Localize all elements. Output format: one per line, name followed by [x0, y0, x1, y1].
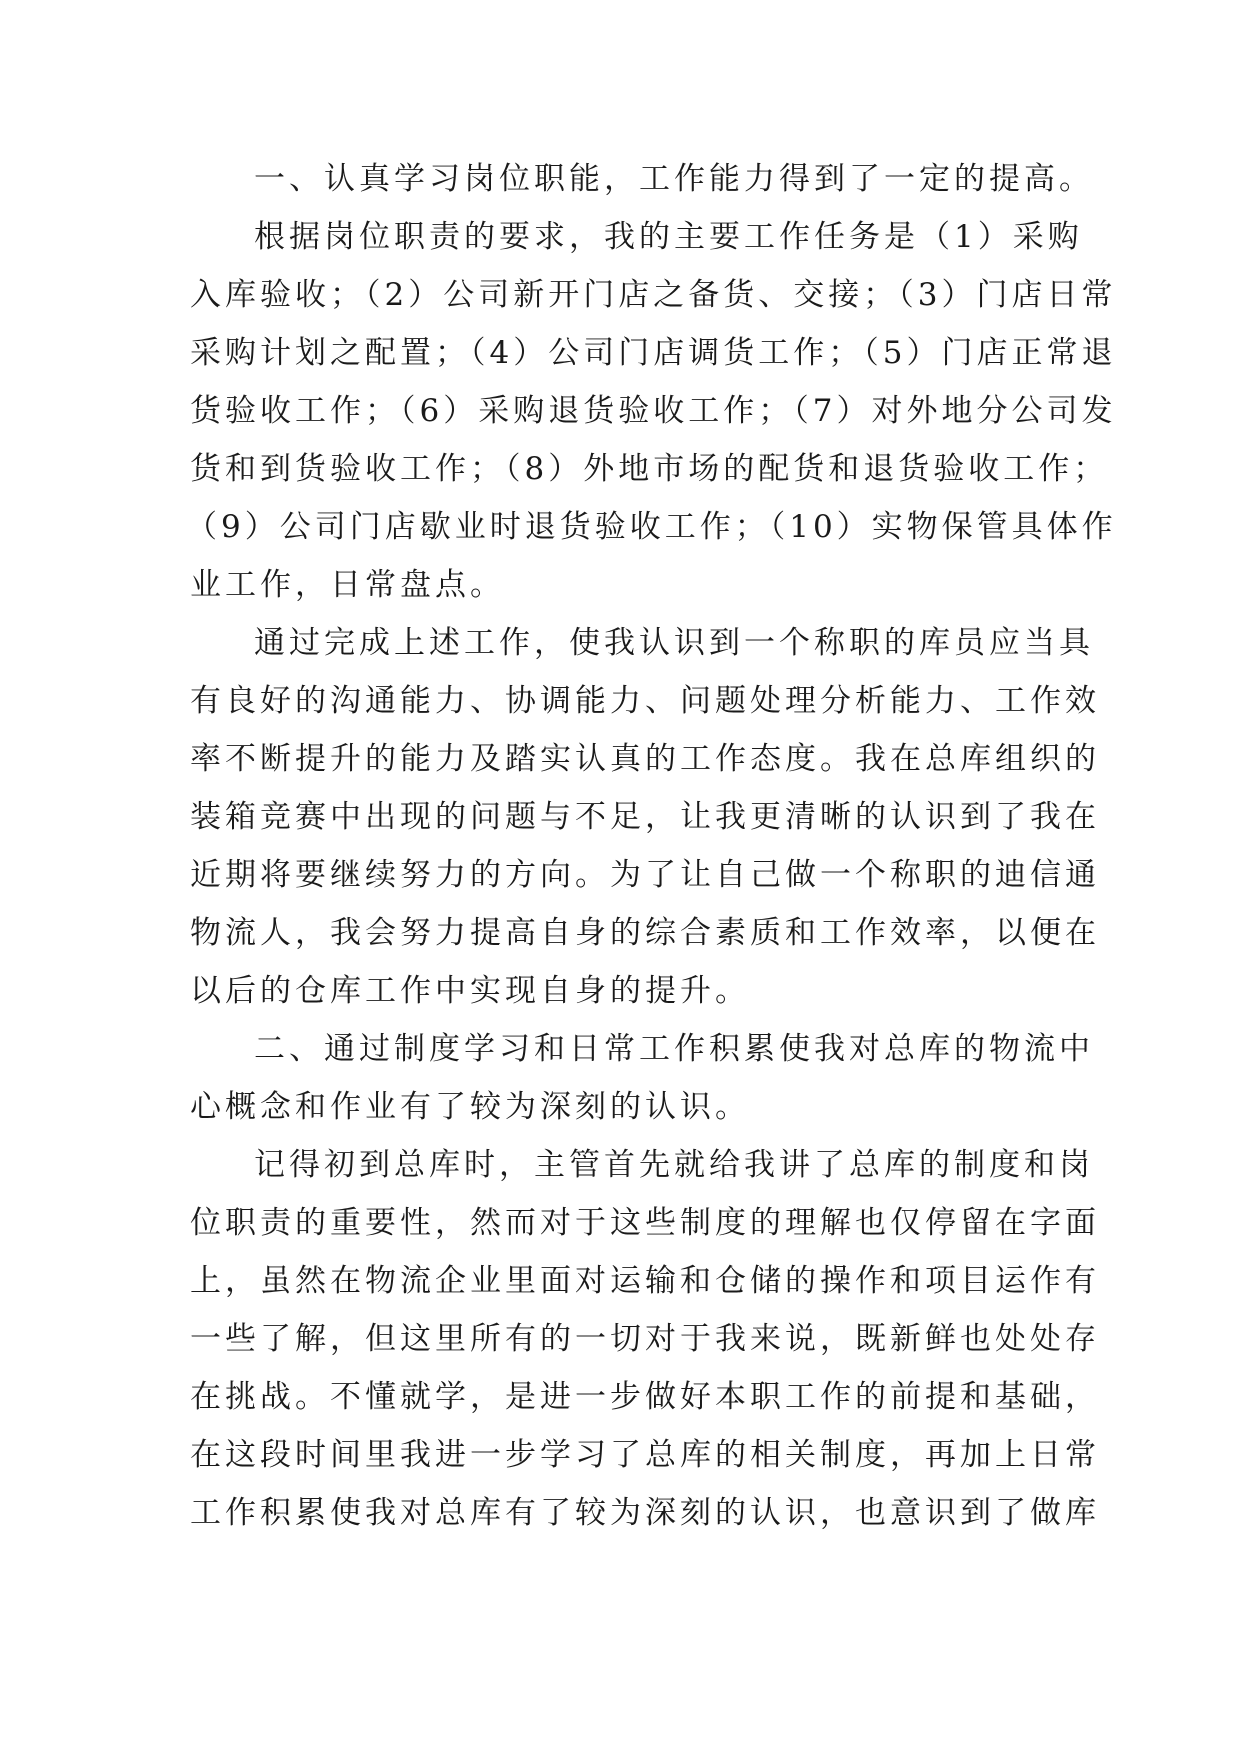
- text-line: 在这段时间里我进一步学习了总库的相关制度，再加上日常: [190, 1437, 1100, 1473]
- text-line: 入库验收；（2）公司新开门店之备货、交接；（3）门店日常: [190, 277, 1117, 313]
- paragraph-job-duties: [186, 208, 1117, 614]
- text-line: 记得初到总库时，主管首先就给我讲了总库的制度和岗: [254, 1147, 1094, 1183]
- text-line: 根据岗位职责的要求，我的主要工作任务是（1）采购: [254, 219, 1083, 255]
- text-line: 货和到货验收工作；（8）外地市场的配货和退货验收工作；: [190, 451, 1109, 487]
- text-line: 采购计划之配置；（4）公司门店调货工作；（5）门店正常退: [190, 335, 1117, 371]
- text-line: 近期将要继续努力的方向。为了让自己做一个称职的迪信通: [190, 857, 1100, 893]
- text-line: 二、通过制度学习和日常工作积累使我对总库的物流中: [254, 1031, 1094, 1067]
- text-line: 以后的仓库工作中实现自身的提升。: [190, 973, 750, 1009]
- text-line: 物流人，我会努力提高自身的综合素质和工作效率，以便在: [190, 915, 1100, 951]
- text-line: 有良好的沟通能力、协调能力、问题处理分析能力、工作效: [190, 683, 1100, 719]
- document-body: [186, 150, 1117, 1542]
- text-line: （9）公司门店歇业时退货验收工作；（10）实物保管具体作: [186, 509, 1117, 545]
- paragraph-reflection: [190, 614, 1100, 1020]
- text-line: 通过完成上述工作，使我认识到一个称职的库员应当具: [254, 625, 1094, 661]
- paragraph-experience: [190, 1136, 1100, 1542]
- text-line: 在挑战。不懂就学，是进一步做好本职工作的前提和基础，: [190, 1379, 1100, 1415]
- text-line: 一些了解，但这里所有的一切对于我来说，既新鲜也处处存: [190, 1321, 1100, 1357]
- text-line: 心概念和作业有了较为深刻的认识。: [190, 1089, 750, 1125]
- section-heading-2: [190, 1020, 1094, 1136]
- text-line: 一、认真学习岗位职能，工作能力得到了一定的提高。: [254, 161, 1094, 197]
- text-line: 率不断提升的能力及踏实认真的工作态度。我在总库组织的: [190, 741, 1100, 777]
- text-line: 位职责的重要性，然而对于这些制度的理解也仅停留在字面: [190, 1205, 1100, 1241]
- section-heading-1: [190, 150, 1094, 208]
- text-line: 上，虽然在物流企业里面对运输和仓储的操作和项目运作有: [190, 1263, 1100, 1299]
- text-line: 工作积累使我对总库有了较为深刻的认识，也意识到了做库: [190, 1495, 1100, 1531]
- text-line: 业工作，日常盘点。: [190, 567, 505, 603]
- text-line: 装箱竞赛中出现的问题与不足，让我更清晰的认识到了我在: [190, 799, 1100, 835]
- text-line: 货验收工作；（6）采购退货验收工作；（7）对外地分公司发: [190, 393, 1117, 429]
